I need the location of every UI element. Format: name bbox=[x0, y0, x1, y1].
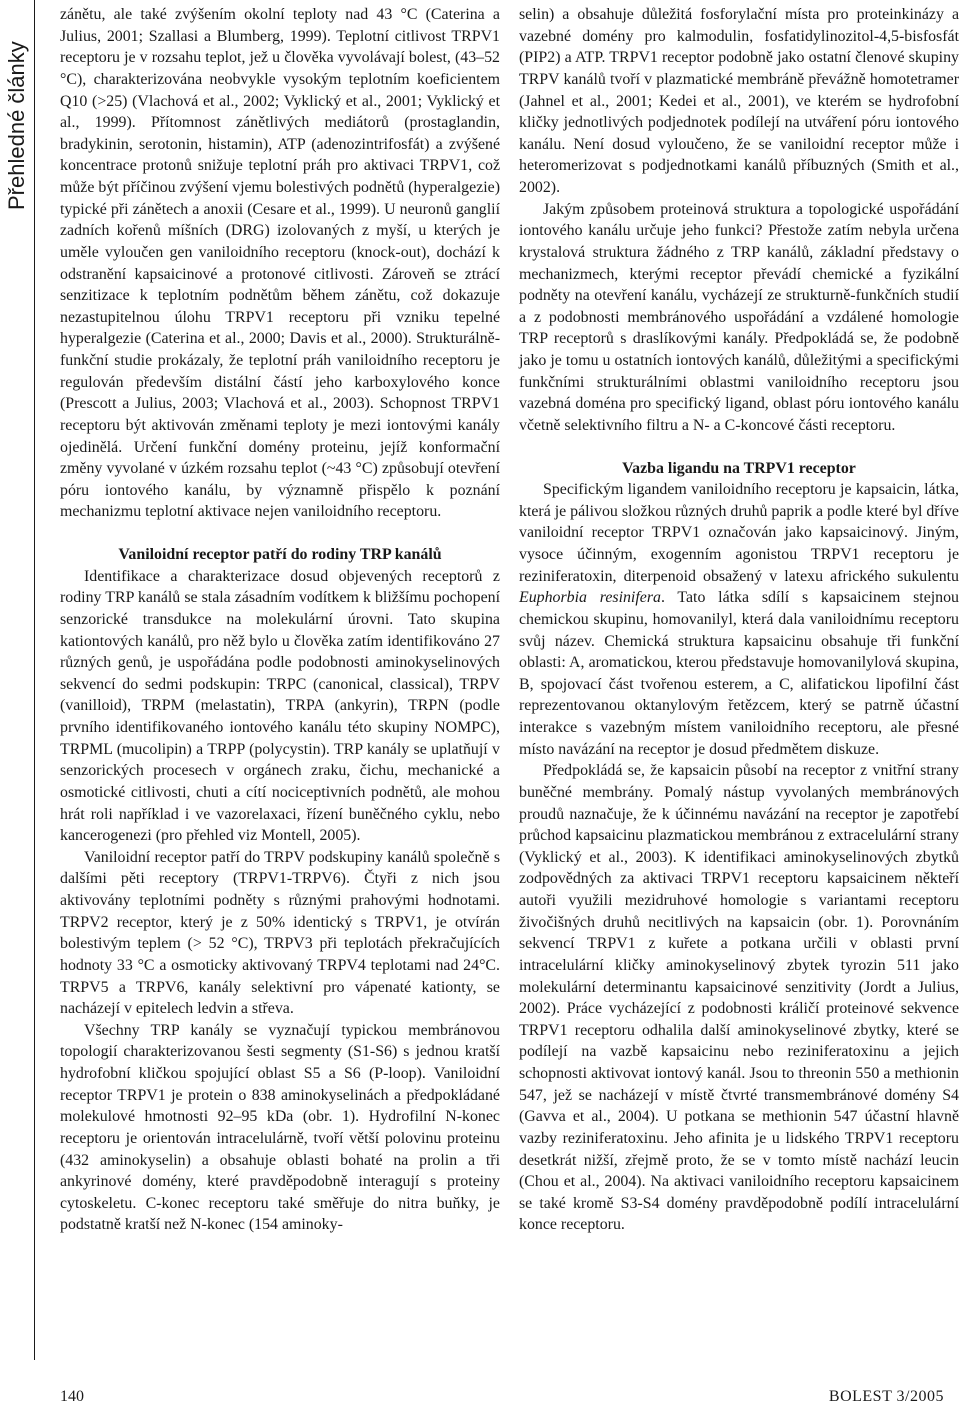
paragraph: Předpokládá se, že kapsaicin působí na receptor z vnitřní strany buněčné membrány. Pomalý nástup vyvolaných membránových proudů naznačuje, že k účinnému navázání na receptor je zapotřebí průchod kapsaicinu plazmatickou membránou z extracelulární strany (Vyklický et al., 2003). K identifikaci aminokyselinových zbytků zodpovědných za aktivaci TRPV1 receptoru kapsaicinem někteří autoři využili mezidruhové homologie s variantami receptoru živočišných druhů necitlivých na kapsaicin (obr. 1). Porovnáním sekvencí TRPV1 z kuřete a potkana určili v oblasti první intracelulární kličky aminokyselinový zbytek tyrozin 511 jako molekulární determinantu kapsaicinové senzitivity (Jordt a Julius, 2002). Práce vycházející z podobnosti králičí proteinové sekvence TRPV1 receptoru odhalila další aminokyselinové zbytky, které se podílejí na vazbě kapsaicinu nebo reziniferatoxinu a jejich schopnosti aktivovat iontový kanál. Jsou to threonin 550 a methionin 547, jež se nacházejí v místě čtvrté transmembránové domény S4 (Gavva et al., 2004). U potkana se methionin 547 účastní hlavně vazby reziniferatoxinu. Jeho afinita je u lidského TRPV1 receptoru desetkrát nižší, zřejmě proto, že se v tomto místě nachází leucin (Chou et al., 2004). Na aktivaci vaniloidního receptoru kapsaicinem se také kromě S3-S4 domény pravděpodobně podílí intracelulární konce receptoru. bbox=[519, 762, 959, 1234]
paragraph-text: Specifickým ligandem vaniloidního receptoru je kapsaicin, látka, která je pálivou složkou různých druhů paprik a podle které byl dříve vaniloidní receptor TRPV1 označován jako kapsaicinový. Jiným, vysoce účinným, exogenním agonistou TRPV1 receptoru je reziniferatoxin, diterpenoid obsažený v latexu afrického sukulentu bbox=[519, 481, 959, 585]
paragraph: Vaniloidní receptor patří do TRPV podskupiny kanálů společně s dalšími pěti receptory (TRPV1-TRPV6). Čtyři z nich jsou aktivovány teplotními podněty s různými prahovými hodnotami. TRPV2 receptor, který je z 50% identický s TRPV1, je otvírán bolestivým teplem (> 52 °C), TRPV3 při teplotách překračujících hodnoty 33 °C a osmoticky aktivovaný TRPV4 teplotami nad 24°C. TRPV5 a TRPV6, kanály selektivní pro vápenaté kationty, se nacházejí v epitelech ledvin a střeva. bbox=[60, 848, 500, 1018]
left-column bbox=[60, 4, 500, 1236]
paragraph-text: . Tato látka sdílí s kapsaicinem stejnou chemickou skupinu, homovanilyl, která dala vaniloidnímu receptoru svůj název. Chemická struktura kapsaicinu obsahuje tři funkční oblasti: A, aromatickou, kterou představuje homovanilylová skupina, B, spojovací část tvořenou esterem, a C, alifatickou lipofilní část reprezentovanou oktanylovým řetězcem, který se patrně účastní interakce s vazebným místem vaniloidního receptoru, ale přesné místo navázání na receptor je dosud předmětem diskuze. bbox=[519, 589, 960, 758]
journal-issue: BOLEST 3/2005 bbox=[828, 1388, 944, 1405]
side-strip bbox=[0, 0, 35, 1360]
paragraph: selin) a obsahuje důležitá fosforylační místa pro proteinkinázy a vazebné domény pro kalmodulin, fosfatidylinozitol-4,5-bisfosfát (PIP2) a ATP. TRPV1 receptor podobně jako ostatní členové skupiny TRPV kanálů tvoří v plazmatické membráně převážně homotetramer (Jahnel et al., 2001; Kedei et al., 2001), ve kterém se hydrofobní kličky jednotlivých podjednotek podílejí na utváření póru iontového kanálu. Není dosud vyloučeno, že se vaniloidní receptor může i heteromerizovat s podjednotkami kanálů příbuzných (Smith et al., 2002). bbox=[519, 6, 959, 196]
page-number: 140 bbox=[60, 1388, 84, 1405]
paragraph: Identifikace a charakterizace dosud objevených receptorů z rodiny TRP kanálů se stala zásadním vodítkem k bližšímu pochopení senzorické transdukce na molekulární úrovni. Tato skupina kationtových kanálů, pro něž bylo u člověka zatím identifikováno 27 různých genů, je uspořádána podle podobnosti aminokyselinových sekvencí do sedmi podskupin: TRPC (canonical, classical), TRPV (vanilloid), TRPM (melastatin), TRPA (ankyrin), TRPN (podle prvního identifikovaného iontového kanálu této skupiny NOMPC), TRPML (mucolipin) a TRPP (polycystin). TRP kanály se uplatňují v senzorických procesech v orgánech zraku, čichu, mechanické a osmotické citlivosti, chuti a cítí nociceptivních podnětů, ale mohou hrát roli například i ve vazorelaxaci, řízení buněčného cyklu, nebo kancerogenezi (pro přehled viz Montell, 2005). bbox=[60, 567, 500, 845]
right-column bbox=[519, 4, 959, 1236]
paragraph: Všechny TRP kanály se vyznačují typickou membránovou topologií charakterizovanou šesti segmenty (S1-S6) s jednou kratší hydrofobní kličkou spojující oblast S5 a S6 (P-loop). Vaniloidní receptor TRPV1 je protein o 838 aminokyselinách a předpokládané molekulové hmotnosti 92–95 kDa (obr. 1). Hydrofilní N-konec receptoru je orientován intracelulárně, tvoří větší polovinu proteinu (432 aminokyselin) a obsahuje oblasti bohaté na prolin a tři ankyrinové domény, které pravděpodobně interagují s proteiny cytoskeletu. C-konec receptoru také směřuje do nitra buňky, je podstatně kratší než N-konec (154 aminoky- bbox=[60, 1021, 500, 1234]
paragraph: Jakým způsobem proteinová struktura a topologické uspořádání iontového kanálu určuje jeho funkci? Přestože zatím nebyla určena krystalová struktura žádného z TRP kanálů, základní představy o mechanizmech, kterými receptor převádí chemické a fyzikální podněty na otevření kanálu, vycházejí ze strukturně-funkčních studií a z podobnosti membránového uspořádání a vzdálené homologie TRP receptorů s draslíkovými kanály. Předpokládá se, že podobně jako je tomu u ostatních iontových kanálů, důležitými a specifickými funkčními strukturálními oblastmi vaniloidního receptoru jsou vazebná doména pro specifický ligand, oblast póru iontového kanálu včetně selektivního filtru a N- a C-koncové části receptoru. bbox=[519, 200, 959, 434]
paragraph bbox=[519, 479, 959, 760]
species-name: Euphorbia resinifera bbox=[519, 589, 661, 607]
section-title-vertical: Přehledné články bbox=[4, 41, 29, 210]
section-heading: Vaniloidní receptor patří do rodiny TRP kanálů bbox=[118, 546, 442, 563]
paragraph: zánětu, ale také zvýšením okolní teploty nad 43 °C (Caterina a Julius, 2001; Szallasi a Blumberg, 1999). Teplotní citlivost TRPV1 receptoru je v rozsahu teplot, jež u člověka vyvolávají bolest, (43–52 °C), charakterizována neobvykle vysokým teplotním koeficientem Q10 (>25) (Vlachová et al., 2002; Vyklický et al., 2001; Vyklický et al., 1999). Přítomnost zánětlivých mediátorů (prostaglandin, bradykinin, serotonin, histamin), ATP (adenozintrifosfát) a zvýšené koncentrace protonů snižuje teplotní práh pro aktivaci TRPV1, což může být příčinou zvýšení vjemu bolestivých podnětů (hyperalgezie) typické při zánětech a anoxii (Cesare et al., 1999). U neuronů ganglií zadních kořenů míšních (DRG) izolovaných z myší, u kterých je uměle vyloučen gen vaniloidního receptoru (knock-out), dochází k odstranění kapsaicinové a protonové citlivosti. Zároveň se ztrácí senzitizace k teplotním podnětům během zánětu, což dokazuje nezastupitelnou úlohu TRPV1 receptoru při vzniku tepelné hyperalgezie (Caterina et al., 2000; Davis et al., 2000). Strukturálně-funkční studie prokázaly, že teplotní práh vaniloidního receptoru je regulován především distální částí jeho karboxylového konce (Prescott a Julius, 2003; Vlachová et al., 2003). Schopnost TRPV1 receptoru být aktivován změnami teploty je mezi iontovými kanály ojedinělá. Určení funkční domény proteinu, jejíž konformační změny vyvolané v úzkém rozsahu teplot (~43 °C) způsobují otevření póru iontového kanálu, by významně přispělo k poznání mechanizmu teplotní aktivace nejen vaniloidního receptoru. bbox=[60, 6, 500, 521]
section-heading: Vazba ligandu na TRPV1 receptor bbox=[622, 459, 856, 477]
